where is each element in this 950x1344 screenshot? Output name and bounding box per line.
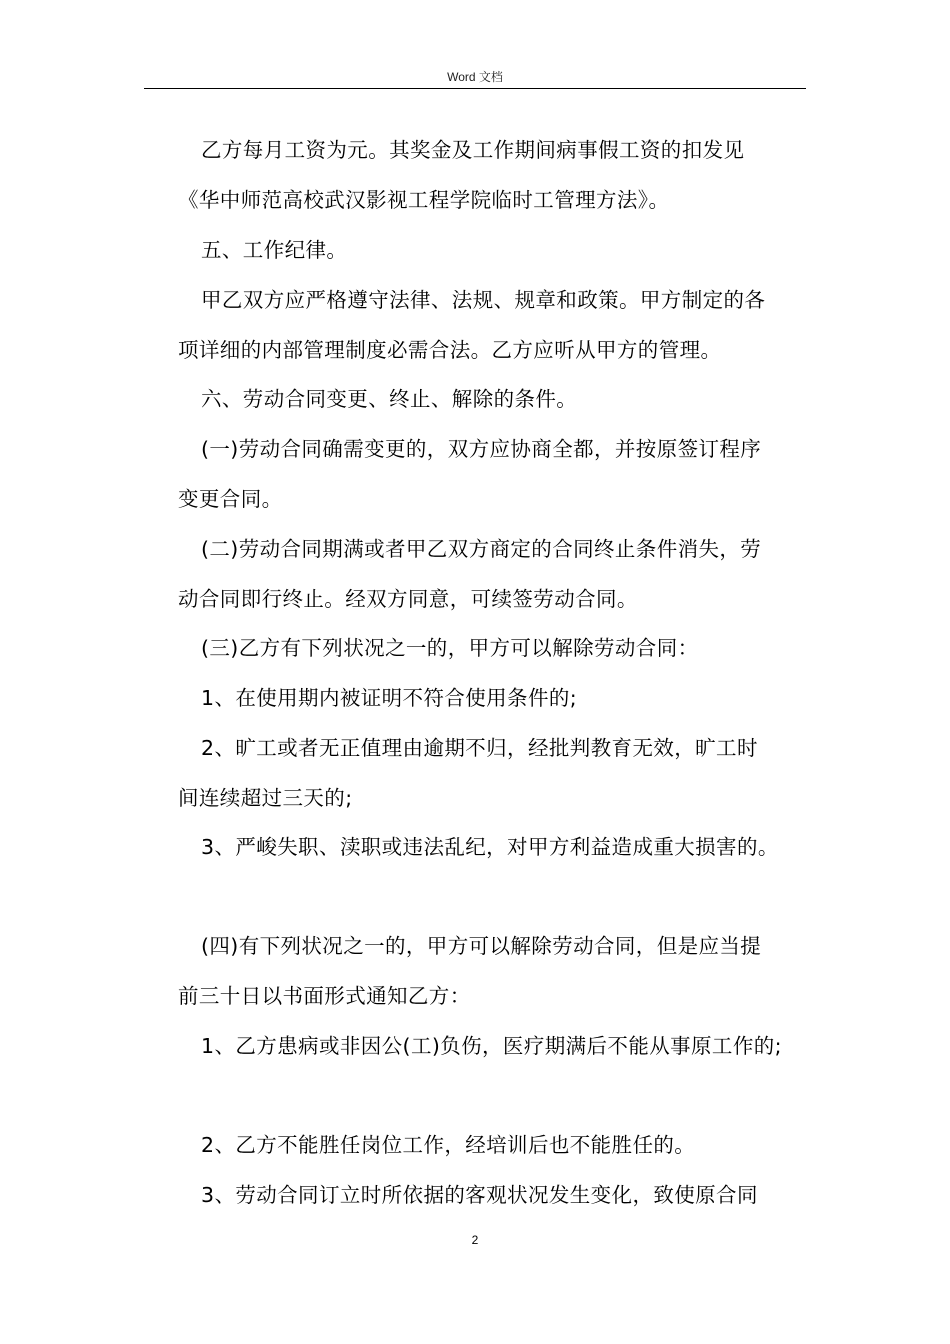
text-line: 五、工作纪律。 xyxy=(201,238,348,262)
text-line: 1、在使用期内被证明不符合使用条件的; xyxy=(201,686,578,710)
text-line: 3、劳动合同订立时所依据的客观状况发生变化，致使原合同 xyxy=(201,1183,758,1207)
text-line: 项详细的内部管理制度必需合法。乙方应听从甲方的管理。 xyxy=(178,338,722,362)
text-line: (三)乙方有下列状况之一的，甲方可以解除劳动合同： xyxy=(201,636,699,660)
text-line: 乙方每月工资为元。其奖金及工作期间病事假工资的扣发见 xyxy=(201,138,745,162)
text-line: 2、乙方不能胜任岗位工作，经培训后也不能胜任的。 xyxy=(201,1133,696,1157)
text-line: 变更合同。 xyxy=(178,487,283,511)
page-number: 2 xyxy=(471,1233,479,1247)
text-line: 间连续超过三天的; xyxy=(178,786,353,810)
text-line: 《华中师范高校武汉影视工程学院临时工管理方法》。 xyxy=(178,188,670,212)
text-line: 动合同即行终止。经双方同意，可续签劳动合同。 xyxy=(178,587,638,611)
text-line: (一)劳动合同确需变更的，双方应协商全都，并按原签订程序 xyxy=(201,437,762,461)
text-line: 2、旷工或者无正值理由逾期不归，经批判教育无效，旷工时 xyxy=(201,736,758,760)
text-line: 六、劳动合同变更、终止、解除的条件。 xyxy=(201,387,578,411)
text-line: 甲乙双方应严格遵守法律、法规、规章和政策。甲方制定的各 xyxy=(201,288,766,312)
text-line: (二)劳动合同期满或者甲乙双方商定的合同终止条件消失，劳 xyxy=(201,537,762,561)
text-line: 3、严峻失职、渎职或违法乱纪，对甲方利益造成重大损害的。 xyxy=(201,835,779,859)
text-line: 前三十日以书面形式通知乙方： xyxy=(178,984,471,1008)
document-header: Word 文档 xyxy=(447,70,503,84)
text-line: (四)有下列状况之一的，甲方可以解除劳动合同，但是应当提 xyxy=(201,934,762,958)
header-divider xyxy=(144,88,806,89)
text-line: 1、乙方患病或非因公(工)负伤，医疗期满后不能从事原工作的; xyxy=(201,1034,782,1058)
